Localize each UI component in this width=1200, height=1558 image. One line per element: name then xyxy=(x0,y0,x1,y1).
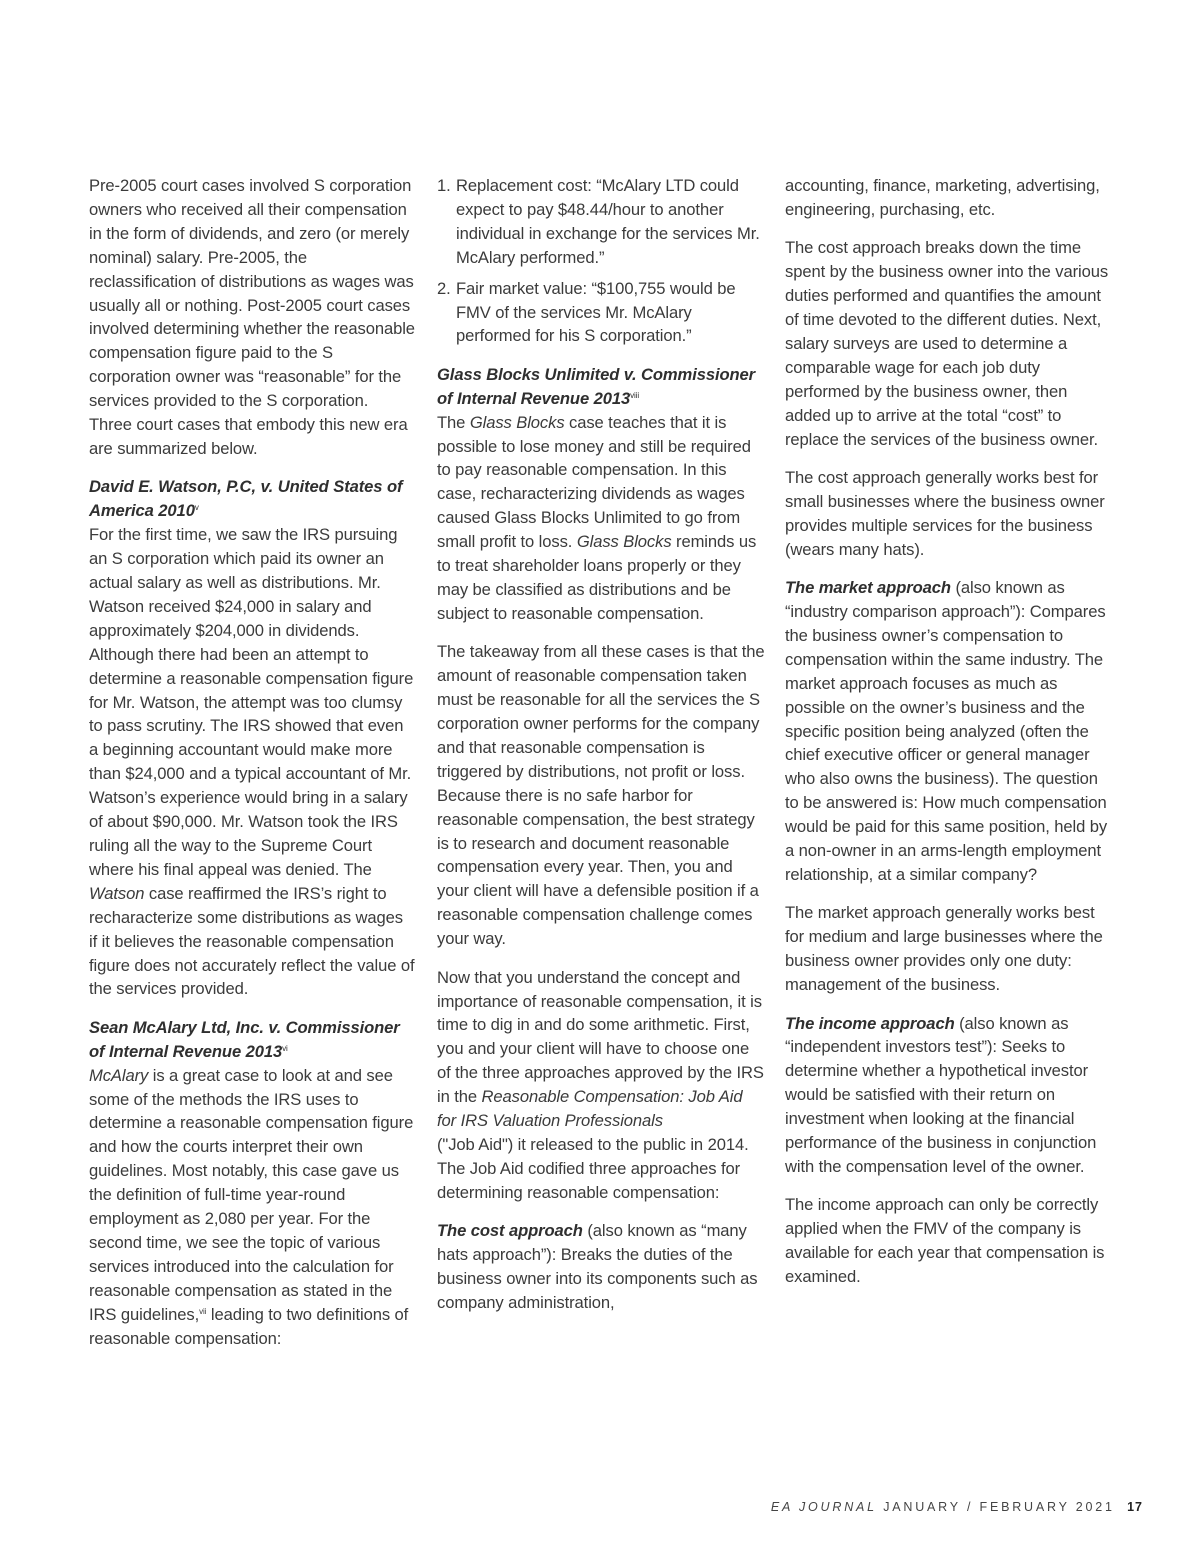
list-item xyxy=(437,174,765,270)
market-approach-term: The market approach xyxy=(785,578,951,598)
magazine-name: EA JOURNAL xyxy=(770,1500,877,1514)
cost-approach-continued: accounting, finance, marketing, advertising, engineering, purchasing, etc. xyxy=(785,176,1100,219)
arith-text-2: ("Job Aid") it released to the public in 2014. The Job Aid codified three approaches for determining reasonable compensation: xyxy=(437,1134,749,1202)
watson-case-name: Watson xyxy=(89,883,145,903)
income-approach-paragraph xyxy=(785,1012,1113,1179)
glass-blocks-case-paragraph xyxy=(437,411,765,626)
column-middle xyxy=(437,174,765,1329)
list-item-number: 2. xyxy=(437,278,451,298)
column-right xyxy=(785,174,1113,1303)
watson-endnote-marker: v xyxy=(194,503,199,513)
mcalary-case-title: Sean McAlary Ltd, Inc. v. Commissioner of Internal Revenue 2013 xyxy=(89,1017,400,1061)
list-item-number: 1. xyxy=(437,176,451,195)
mcalary-endnote-marker: vi xyxy=(282,1043,288,1053)
income-approach-term: The income approach xyxy=(785,1013,955,1033)
watson-text-2: case reaffirmed the IRS’s right to recharacterize some distributions as wages if it believes the reasonable compensation figure does not accurately reflect the value of the services provided. xyxy=(89,883,415,999)
cost-approach-term: The cost approach xyxy=(437,1221,583,1241)
page-number: 17 xyxy=(1127,1500,1143,1514)
cost-approach-best-fit: The cost approach generally works best for small businesses where the business owner provides multiple services for the business (wears many hats). xyxy=(785,467,1105,559)
market-approach-paragraph xyxy=(785,576,1113,887)
takeaway-paragraph: The takeaway from all these cases is that the amount of reasonable compensation taken must be reasonable for all the services the S corporation owner performs for the company and that reasonable compensation is triggered by distributions, not profit or loss. Because there is no safe harbor for reasonable compensation, the best strategy is to research and document reasonable compensation every year. Then, you and your client will have a defensible position if a reasonable compensation challenge comes your way. xyxy=(437,642,765,949)
glass-text-1: The xyxy=(437,412,470,432)
page-footer xyxy=(771,1500,1143,1514)
watson-case-heading xyxy=(89,475,415,523)
watson-text-1: For the first time, we saw the IRS pursuing an S corporation which paid its owner an actual salary as well as distributions. Mr. Watson received $24,000 in salary and approximately $204,000 in dividends. Although there had been an attempt to determine a reasonable compensation figure for Mr. Watson, the attempt was too clumsy to pass scrutiny. The IRS showed that even a beginning accountant would make more than $24,000 and a typical accountant of Mr. Watson’s experience would bring in a salary of about $90,000. Mr. Watson took the IRS ruling all the way to the Supreme Court where his final appeal was denied. The xyxy=(89,525,414,879)
issue-date: JANUARY / FEBRUARY 2021 xyxy=(883,1500,1115,1514)
list-item xyxy=(437,277,765,349)
glass-text-2: case teaches that it is possible to lose money and still be required to pay reasonable compensation. In this case, recharacterizing dividends as wages caused Glass Blocks Unlimited to go from small profit to loss. xyxy=(437,412,751,552)
mcalary-case-name: McAlary xyxy=(89,1065,149,1085)
market-approach-text: (also known as “industry comparison approach”): Compares the business owner’s compensation to compensation within the same industry. The market approach focuses as much as possible on the owner’s business and the specific position being analyzed (often the chief executive officer or general manager who also owns the business). The question to be answered is: How much compensation would be paid for this same position, held by a non-owner in an arms-length employment relationship, at a similar company? xyxy=(785,578,1108,884)
mcalary-case-heading xyxy=(89,1016,415,1064)
glass-blocks-case-heading xyxy=(437,363,765,411)
glass-text-3: reminds us to treat shareholder loans properly or they may be classified as distributions and be subject to reasonable compensation. xyxy=(437,532,757,623)
compensation-definitions-list xyxy=(437,174,765,348)
glass-blocks-endnote-marker: viii xyxy=(630,390,640,400)
mcalary-endnote-marker-2: vii xyxy=(199,1306,207,1316)
watson-case-paragraph xyxy=(89,523,415,1001)
glass-case-name-1: Glass Blocks xyxy=(469,412,565,432)
mcalary-case-paragraph xyxy=(89,1064,415,1351)
cost-approach-details: The cost approach breaks down the time spent by the business owner into the various duties performed and quantifies the amount of time devoted to the different duties. Next, salary surveys are used to determine a comparable wage for each job duty performed by the business owner, then added up to arrive at the total “cost” to replace the services of the business owner. xyxy=(785,238,1109,449)
column-left xyxy=(89,174,415,1365)
intro-paragraph: Pre-2005 court cases involved S corporation owners who received all their compensation in the form of dividends, and zero (or merely nominal) salary. Pre-2005, the reclassification of distributions as wages was usually all or nothing. Post-2005 court cases involved determining whether the reasonable compensation figure paid to the S corporation owner was “reasonable” for the services provided to the S corporation. Three court cases that embody this new era are summarized below. xyxy=(89,176,415,458)
income-approach-condition: The income approach can only be correctly applied when the FMV of the company is available for each year that compensation is examined. xyxy=(785,1195,1105,1287)
list-item-text: Fair market value: “$100,755 would be FMV of the services Mr. McAlary performed for his S corporation.” xyxy=(456,278,736,346)
list-item-text: Replacement cost: “McAlary LTD could expect to pay $48.44/hour to another individual in exchange for the services Mr. McAlary performed.” xyxy=(456,176,760,267)
cost-approach-text: (also known as “many hats approach”): Breaks the duties of the business owner into its components such as company administration, xyxy=(437,1221,758,1312)
job-aid-title: Reasonable Compensation: Job Aid for IRS Valuation Professionals xyxy=(437,1087,743,1131)
mcalary-text-2: leading to two definitions of reasonable compensation: xyxy=(89,1304,409,1348)
market-approach-best-fit: The market approach generally works best for medium and large businesses where the business owner provides only one duty: management of the business. xyxy=(785,903,1103,995)
glass-case-name-2: Glass Blocks xyxy=(576,532,672,552)
watson-case-title: David E. Watson, P.C, v. United States of America 2010 xyxy=(89,477,403,521)
mcalary-text-1: is a great case to look at and see some of the methods the IRS uses to determine a reasonable compensation figure and how the courts interpret their own guidelines. Most notably, this case gave us the definition of full-time year-round employment as 2,080 per year. For the second time, we see the topic of various services introduced into the calculation for reasonable compensation as stated in the IRS guidelines, xyxy=(89,1065,414,1324)
arithmetic-paragraph xyxy=(437,966,765,1205)
cost-approach-paragraph xyxy=(437,1219,765,1315)
arith-text-1: Now that you understand the concept and importance of reasonable compensation, it is time to dig in and do some arithmetic. First, you and your client will have to choose one of the three approaches approved by the IRS in the xyxy=(437,967,764,1107)
income-approach-text: (also known as “independent investors test”): Seeks to determine whether a hypothetical investor would be satisfied with their return on investment when looking at the financial performance of the business in conjunction with the compensation level of the owner. xyxy=(785,1013,1097,1176)
glass-blocks-case-title: Glass Blocks Unlimited v. Commissioner of Internal Revenue 2013 xyxy=(437,364,756,408)
